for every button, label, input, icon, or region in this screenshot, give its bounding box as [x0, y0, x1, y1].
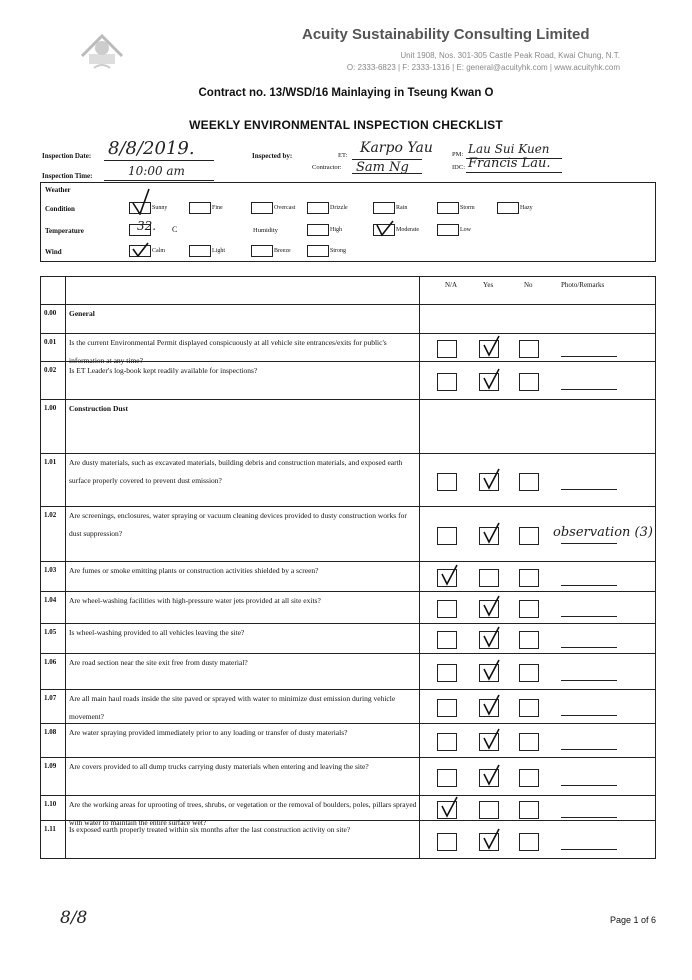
- checkbox-na[interactable]: [437, 769, 457, 787]
- wind-strong-checkbox[interactable]: [307, 245, 329, 257]
- idc-label: IDC:: [452, 164, 465, 171]
- inspected-by-label: Inspected by:: [252, 152, 293, 160]
- question-text: Are all main haul roads inside the site paved or sprayed with water to minimize dust emission during vehicle movement?: [69, 694, 396, 721]
- humidity-low-checkbox[interactable]: [437, 224, 459, 236]
- address-line: Unit 1908, Nos. 301-305 Castle Peak Road, Kwai Chung, N.T.: [400, 51, 620, 60]
- checkbox-yes[interactable]: [479, 473, 499, 491]
- remarks-line[interactable]: [561, 356, 617, 357]
- checkbox-na[interactable]: [437, 801, 457, 819]
- checkmark-icon: [481, 728, 501, 750]
- condition-rain-checkbox[interactable]: [373, 202, 395, 214]
- checkbox-yes[interactable]: [479, 664, 499, 682]
- weather-heading: Weather: [45, 186, 71, 194]
- checkbox-yes[interactable]: [479, 600, 499, 618]
- page-number: Page 1 of 6: [609, 915, 656, 925]
- question-text: Are water spraying provided immediately prior to any loading or transfer of dusty materials?: [69, 728, 348, 737]
- inspection-time-label: Inspection Time:: [42, 172, 93, 180]
- temperature-unit: C: [172, 225, 178, 234]
- checkbox-no[interactable]: [519, 733, 539, 751]
- contact-line: O: 2333-6823 | F: 2333-1316 | E: general@acuityhk.com | www.acuityhk.com: [346, 63, 620, 72]
- checkbox-na[interactable]: [437, 833, 457, 851]
- condition-hazy-label: Hazy: [520, 205, 533, 211]
- checkmark-icon: [481, 468, 501, 490]
- checkmark-icon: [481, 368, 501, 390]
- question-text: Are covers provided to all dump trucks carrying dusty materials when entering and leaving the site?: [69, 762, 369, 771]
- remarks-line[interactable]: [561, 680, 617, 681]
- checkbox-no[interactable]: [519, 631, 539, 649]
- checkbox-no[interactable]: [519, 801, 539, 819]
- remarks-line[interactable]: [561, 817, 617, 818]
- company-address: [240, 50, 620, 74]
- row-number: 1.06: [44, 658, 57, 666]
- question-text: Is wheel-washing provided to all vehicles leaving the site?: [69, 628, 245, 637]
- column-divider: [65, 277, 66, 858]
- checkbox-yes[interactable]: [479, 733, 499, 751]
- footer-handwritten-note: 8/8: [60, 908, 88, 928]
- row-number: 0.02: [44, 366, 57, 374]
- section-heading: Construction Dust: [69, 404, 128, 413]
- question-text: Are road section near the site exit free from dusty material?: [69, 658, 248, 667]
- humidity-low-label: Low: [460, 227, 471, 233]
- remarks-line[interactable]: [561, 749, 617, 750]
- temperature-label: Temperature: [45, 227, 84, 235]
- checkmark-icon: [481, 335, 501, 357]
- row-number: 1.11: [44, 825, 56, 833]
- time-underline: [104, 180, 214, 181]
- checkbox-na[interactable]: [437, 600, 457, 618]
- condition-fine-checkbox[interactable]: [189, 202, 211, 214]
- column-header-na: N/A: [445, 281, 458, 289]
- humidity-high-checkbox[interactable]: [307, 224, 329, 236]
- condition-storm-label: Storm: [460, 205, 475, 211]
- checkbox-na[interactable]: [437, 733, 457, 751]
- checkbox-na[interactable]: [437, 340, 457, 358]
- checkmark-icon: [129, 241, 153, 259]
- inspection-date-value: 8/8/2019.: [108, 138, 195, 159]
- contractor-label: Contractor:: [312, 164, 342, 171]
- question-text: Are screenings, enclosures, water spraying or vacuum cleaning devices provided to dusty construction works for dust suppression?: [69, 511, 407, 538]
- humidity-label: Humidity: [253, 227, 278, 234]
- remarks-line[interactable]: [561, 489, 617, 490]
- checkbox-yes[interactable]: [479, 373, 499, 391]
- checkbox-no[interactable]: [519, 373, 539, 391]
- inspection-time-value: 10:00 am: [128, 164, 185, 178]
- temperature-value: 32.: [137, 219, 157, 233]
- row-number: 1.02: [44, 511, 57, 519]
- checkmark-icon: [481, 522, 501, 544]
- condition-overcast-label: Overcast: [274, 205, 296, 211]
- checkbox-na[interactable]: [437, 631, 457, 649]
- row-number: 1.00: [44, 404, 57, 412]
- et-value: Karpo Yau: [360, 140, 433, 156]
- checkmark-icon: [481, 626, 501, 648]
- checkbox-yes[interactable]: [479, 833, 499, 851]
- wind-strong-label: Strong: [330, 248, 347, 254]
- wind-light-label: Light: [212, 248, 225, 254]
- checkbox-yes[interactable]: [479, 801, 499, 819]
- row-number: 1.05: [44, 628, 57, 636]
- question-text: Is ET Leader's log-book kept readily available for inspections?: [69, 366, 258, 375]
- checkbox-no[interactable]: [519, 699, 539, 717]
- checkbox-na[interactable]: [437, 699, 457, 717]
- checklist-title: WEEKLY ENVIRONMENTAL INSPECTION CHECKLIST: [189, 118, 503, 132]
- question-text: Is exposed earth properly treated within six months after the last construction activity on site?: [69, 825, 351, 834]
- checkmark-icon: [481, 595, 501, 617]
- wind-calm-label: Calm: [152, 248, 165, 254]
- et-label: ET:: [338, 152, 348, 159]
- checkbox-yes[interactable]: [479, 340, 499, 358]
- column-header-remarks: Photo/Remarks: [561, 281, 605, 289]
- checkbox-na[interactable]: [437, 473, 457, 491]
- checkbox-na[interactable]: [437, 569, 457, 587]
- checkbox-na[interactable]: [437, 664, 457, 682]
- checkbox-no[interactable]: [519, 833, 539, 851]
- company-logo: [72, 18, 132, 78]
- remarks-line[interactable]: [561, 647, 617, 648]
- checkbox-no[interactable]: [519, 527, 539, 545]
- remarks-line[interactable]: [561, 543, 617, 544]
- condition-drizzle-label: Drizzle: [330, 205, 348, 211]
- column-header-no: No: [524, 281, 533, 289]
- checkbox-no[interactable]: [519, 569, 539, 587]
- checkbox-na[interactable]: [437, 527, 457, 545]
- question-text: Are fumes or smoke emitting plants or construction activities shielded by a screen?: [69, 566, 319, 575]
- condition-overcast-checkbox[interactable]: [251, 202, 273, 214]
- checkmark-icon: [481, 828, 501, 850]
- wind-breeze-checkbox[interactable]: [251, 245, 273, 257]
- remarks-line[interactable]: [561, 585, 617, 586]
- wind-breeze-label: Breeze: [274, 248, 291, 254]
- row-number: 1.07: [44, 694, 57, 702]
- checkmark-icon: [481, 694, 501, 716]
- row-number: 1.08: [44, 728, 57, 736]
- contractor-value: Sam Ng: [356, 160, 409, 175]
- checkbox-yes[interactable]: [479, 569, 499, 587]
- idc-value: Francis Lau.: [468, 156, 551, 171]
- pm-label: PM:: [452, 151, 464, 158]
- remarks-line[interactable]: [561, 849, 617, 850]
- condition-drizzle-checkbox[interactable]: [307, 202, 329, 214]
- weather-section: [40, 182, 656, 262]
- question-text: Is the current Environmental Permit displayed conspicuously at all vehicle site entrances/exits for public's information at any time?: [69, 338, 387, 365]
- checkbox-yes[interactable]: [479, 631, 499, 649]
- column-divider: [419, 277, 420, 858]
- checkbox-no[interactable]: [519, 473, 539, 491]
- inspection-date-label: Inspection Date:: [42, 152, 92, 160]
- row-number: 1.04: [44, 596, 57, 604]
- condition-hazy-checkbox[interactable]: [497, 202, 519, 214]
- humidity-high-label: High: [330, 227, 342, 233]
- contractor-underline: [352, 173, 422, 174]
- contract-title: Contract no. 13/WSD/16 Mainlaying in Tseung Kwan O: [198, 87, 494, 99]
- row-number: 1.01: [44, 458, 57, 466]
- checkmark-icon: [481, 659, 501, 681]
- remarks-note: observation (3): [553, 524, 653, 540]
- checkbox-yes[interactable]: [479, 769, 499, 787]
- checkbox-yes[interactable]: [479, 699, 499, 717]
- checkbox-no[interactable]: [519, 340, 539, 358]
- condition-storm-checkbox[interactable]: [437, 202, 459, 214]
- humidity-moderate-label: Moderate: [396, 227, 419, 233]
- checkmark-icon: [373, 219, 397, 237]
- checkbox-no[interactable]: [519, 600, 539, 618]
- pm-value: Lau Sui Kuen: [468, 142, 550, 156]
- remarks-line[interactable]: [561, 389, 617, 390]
- question-text: Are the working areas for uprooting of trees, shrubs, or vegetation or the removal of boulders, poles, pillars sprayed with water to maintain the entire surface wet?: [69, 800, 417, 827]
- date-underline: [104, 160, 214, 161]
- row-number: 1.10: [44, 800, 57, 808]
- question-text: Are wheel-washing facilities with high-pressure water jets provided at all site exits?: [69, 596, 321, 605]
- checkbox-na[interactable]: [437, 373, 457, 391]
- checkbox-yes[interactable]: [479, 527, 499, 545]
- row-number: 0.00: [44, 309, 57, 317]
- idc-underline: [466, 172, 562, 173]
- question-text: Are dusty materials, such as excavated materials, building debris and construction materials, and exposed earth surface properly covered to prevent dust emission?: [69, 458, 403, 485]
- section-heading: General: [69, 309, 95, 318]
- row-number: 1.03: [44, 566, 57, 574]
- condition-label: Condition: [45, 205, 75, 213]
- company-name: Acuity Sustainability Consulting Limited: [302, 26, 590, 43]
- remarks-line[interactable]: [561, 715, 617, 716]
- column-header-yes: Yes: [483, 281, 494, 289]
- remarks-line[interactable]: [561, 616, 617, 617]
- checkmark-icon: [439, 796, 459, 818]
- remarks-line[interactable]: [561, 785, 617, 786]
- checklist-table: [40, 276, 656, 859]
- checkbox-no[interactable]: [519, 664, 539, 682]
- row-number: 0.01: [44, 338, 57, 346]
- checkbox-no[interactable]: [519, 769, 539, 787]
- condition-rain-label: Rain: [396, 205, 408, 211]
- checkmark-icon: [439, 564, 459, 586]
- row-number: 1.09: [44, 762, 57, 770]
- condition-sunny-label: Sunny: [152, 205, 168, 211]
- checkmark-icon: [481, 764, 501, 786]
- condition-fine-label: Fine: [212, 205, 223, 211]
- wind-label: Wind: [45, 248, 62, 256]
- wind-light-checkbox[interactable]: [189, 245, 211, 257]
